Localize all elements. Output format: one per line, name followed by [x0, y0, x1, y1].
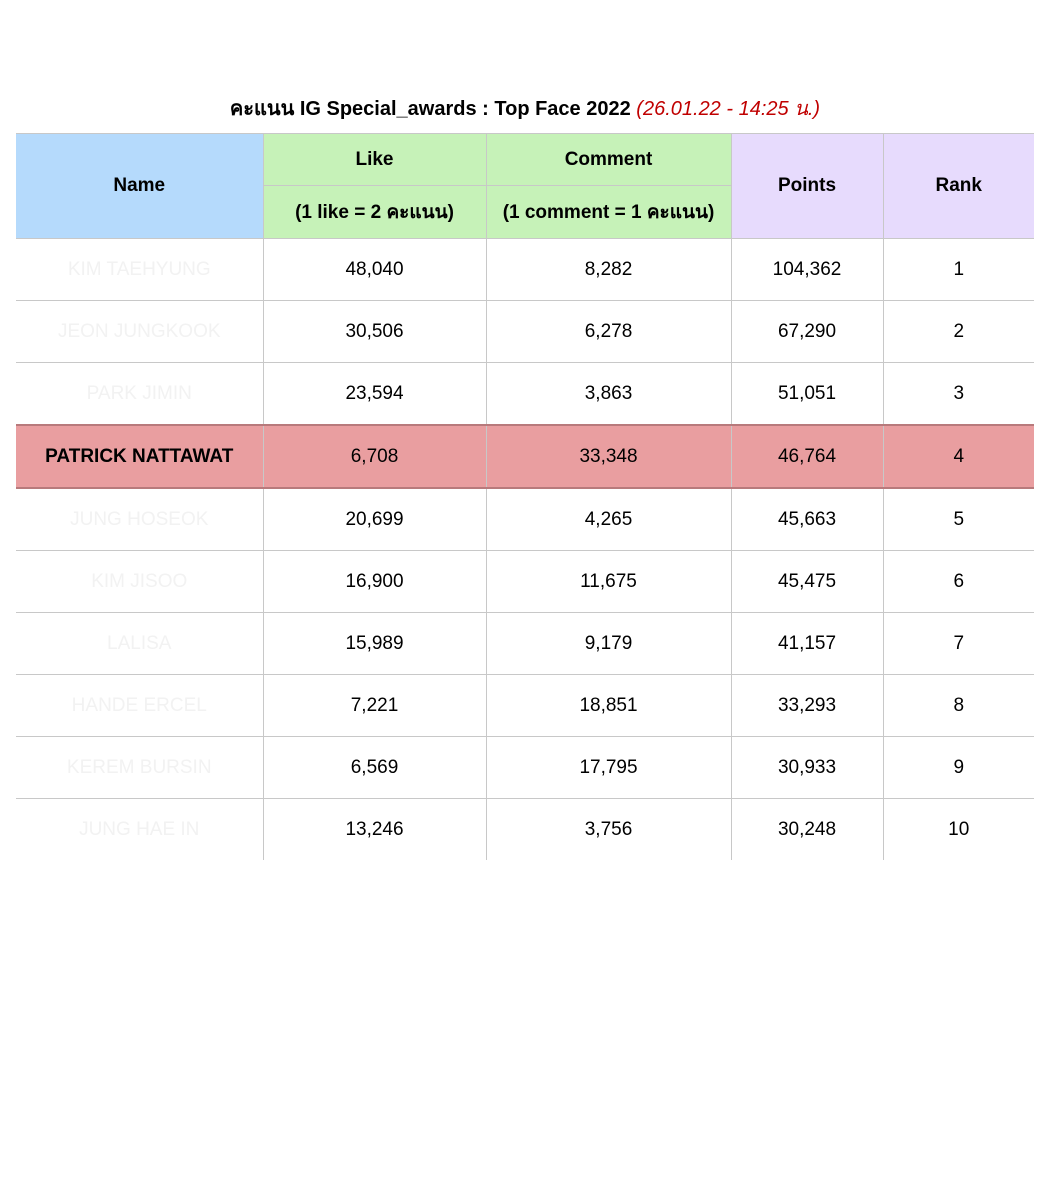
like-cell: 23,594: [263, 363, 486, 426]
name-cell: KIM TAEHYUNG: [16, 239, 263, 301]
header-name: Name: [16, 134, 263, 239]
like-cell: 13,246: [263, 799, 486, 861]
rank-cell: 6: [883, 551, 1034, 613]
comment-cell: 3,863: [486, 363, 731, 426]
table-row: [16, 301, 1034, 363]
table-row: [16, 425, 1034, 488]
table-row: [16, 737, 1034, 799]
header-like-note: (1 like = 2 คะแนน): [263, 186, 486, 239]
title-timestamp: (26.01.22 - 14:25 น.): [636, 98, 821, 120]
like-cell: 6,569: [263, 737, 486, 799]
ranking-table: [16, 133, 1034, 860]
points-cell: 46,764: [731, 425, 883, 488]
like-cell: 6,708: [263, 425, 486, 488]
rank-cell: 9: [883, 737, 1034, 799]
header-comment-note: (1 comment = 1 คะแนน): [486, 186, 731, 239]
rank-cell: 4: [883, 425, 1034, 488]
rank-cell: 10: [883, 799, 1034, 861]
like-cell: 15,989: [263, 613, 486, 675]
points-cell: 45,663: [731, 488, 883, 551]
like-cell: 7,221: [263, 675, 486, 737]
rank-cell: 5: [883, 488, 1034, 551]
title-main: คะแนน IG Special_awards : Top Face 2022: [229, 98, 631, 120]
name-cell: JEON JUNGKOOK: [16, 301, 263, 363]
points-cell: 67,290: [731, 301, 883, 363]
table-row: [16, 799, 1034, 861]
points-cell: 33,293: [731, 675, 883, 737]
points-cell: 41,157: [731, 613, 883, 675]
header-comment: Comment: [486, 134, 731, 186]
table-row: [16, 363, 1034, 426]
rank-cell: 7: [883, 613, 1034, 675]
table-row: [16, 613, 1034, 675]
points-cell: 30,248: [731, 799, 883, 861]
name-cell: PATRICK NATTAWAT: [16, 425, 263, 488]
comment-cell: 17,795: [486, 737, 731, 799]
table-row: [16, 488, 1034, 551]
like-cell: 48,040: [263, 239, 486, 301]
comment-cell: 8,282: [486, 239, 731, 301]
header-like: Like: [263, 134, 486, 186]
points-cell: 51,051: [731, 363, 883, 426]
name-cell: JUNG HAE IN: [16, 799, 263, 861]
rank-cell: 2: [883, 301, 1034, 363]
rank-cell: 3: [883, 363, 1034, 426]
comment-cell: 33,348: [486, 425, 731, 488]
name-cell: KEREM BURSIN: [16, 737, 263, 799]
header-rank: Rank: [883, 134, 1034, 239]
name-cell: PARK JIMIN: [16, 363, 263, 426]
page-title: [0, 92, 1050, 124]
like-cell: 16,900: [263, 551, 486, 613]
comment-cell: 11,675: [486, 551, 731, 613]
comment-cell: 4,265: [486, 488, 731, 551]
points-cell: 30,933: [731, 737, 883, 799]
table-body: [16, 239, 1034, 861]
like-cell: 20,699: [263, 488, 486, 551]
points-cell: 45,475: [731, 551, 883, 613]
table-row: [16, 239, 1034, 301]
rank-cell: 1: [883, 239, 1034, 301]
header-points: Points: [731, 134, 883, 239]
name-cell: JUNG HOSEOK: [16, 488, 263, 551]
comment-cell: 3,756: [486, 799, 731, 861]
table-row: [16, 551, 1034, 613]
name-cell: KIM JISOO: [16, 551, 263, 613]
name-cell: LALISA: [16, 613, 263, 675]
like-cell: 30,506: [263, 301, 486, 363]
comment-cell: 6,278: [486, 301, 731, 363]
comment-cell: 18,851: [486, 675, 731, 737]
comment-cell: 9,179: [486, 613, 731, 675]
name-cell: HANDE ERCEL: [16, 675, 263, 737]
rank-cell: 8: [883, 675, 1034, 737]
table-row: [16, 675, 1034, 737]
points-cell: 104,362: [731, 239, 883, 301]
